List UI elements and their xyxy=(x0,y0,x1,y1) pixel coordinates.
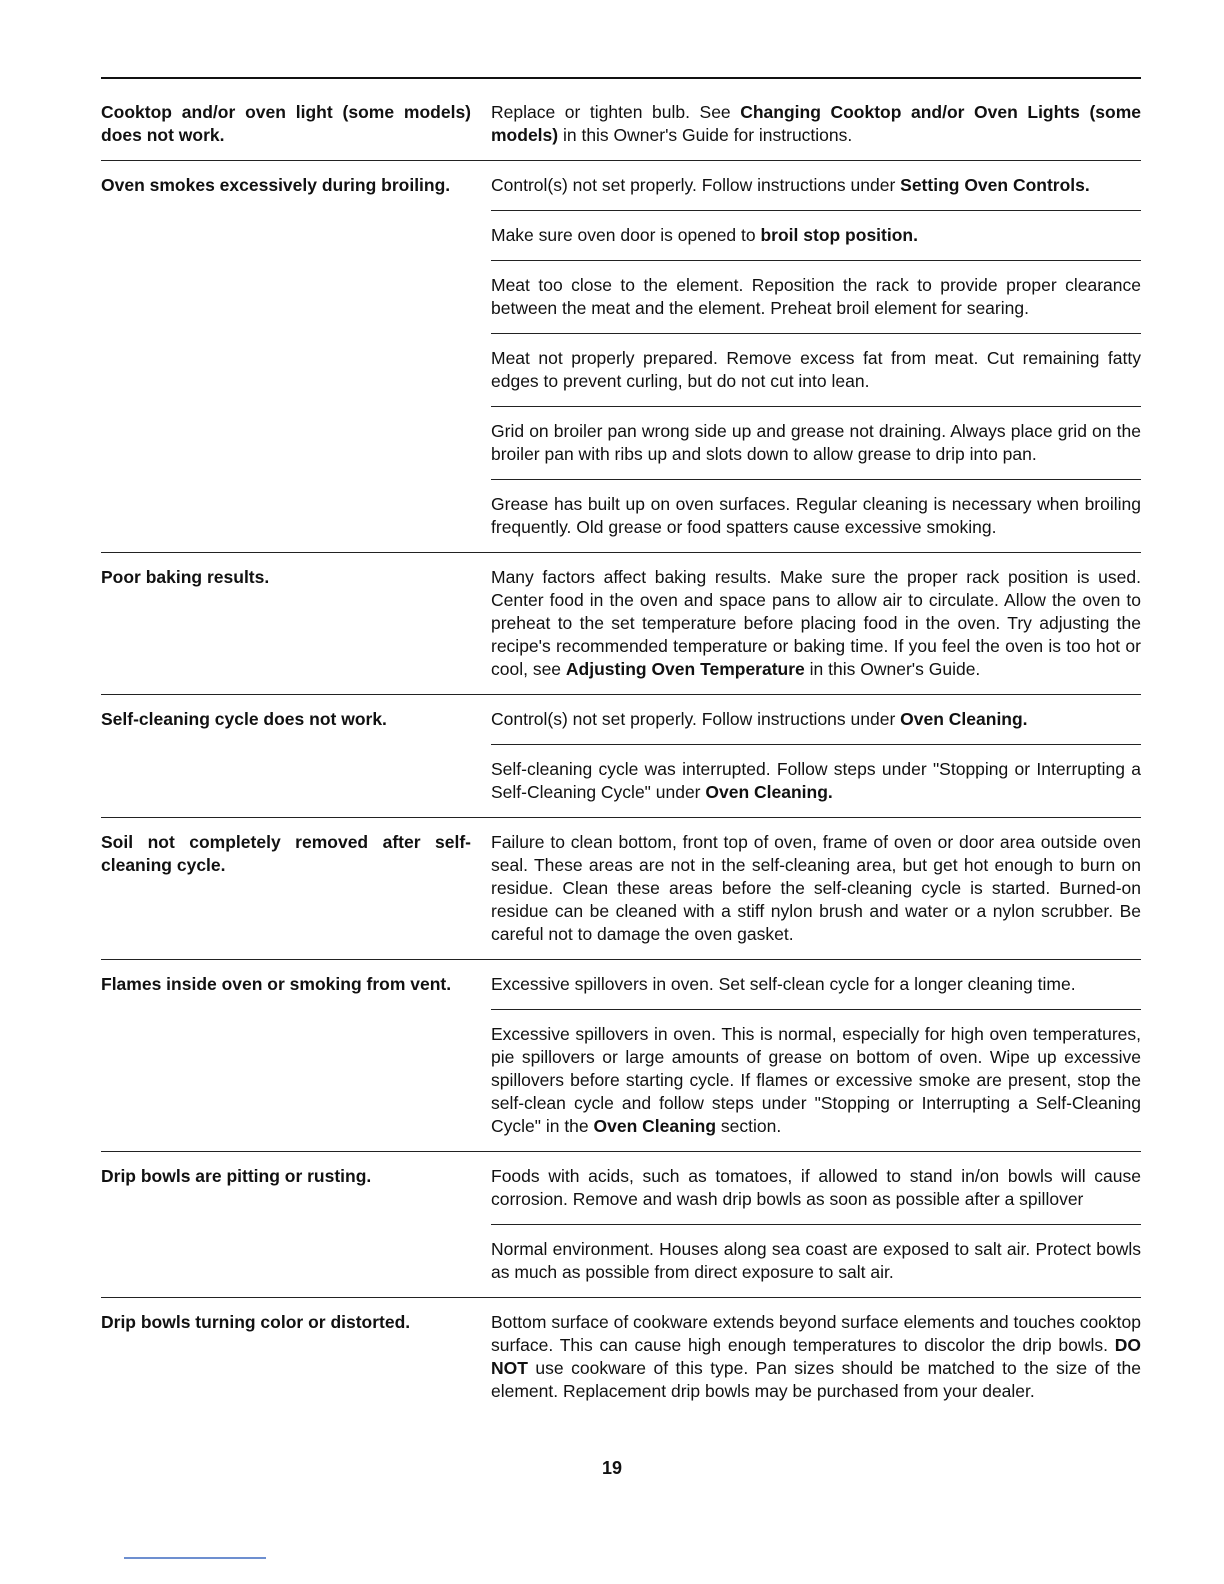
solution-segment: Grease has built up on oven surfaces. Regular cleaning is necessary when broiling frequently. Old grease or food spatters cause excessive smoking. xyxy=(491,494,1141,537)
solution-text xyxy=(491,973,1141,1010)
solution-emphasis: Adjusting Oven Temperature xyxy=(565,659,805,679)
solution-segment: Bottom surface of cookware extends beyond surface elements and touches cooktop surface. This can cause high enough temperatures to discolor the drip bowls. xyxy=(491,1312,1141,1355)
solution-segment: use cookware of this type. Pan sizes should be matched to the size of the element. Replacement drip bowls may be purchased from your dealer. xyxy=(491,1358,1141,1401)
solution-text xyxy=(491,831,1141,946)
problem-text: Self-cleaning cycle does not work. xyxy=(101,709,387,729)
solutions-column xyxy=(491,174,1141,539)
table-row xyxy=(101,831,1141,960)
solution-segment: Control(s) not set properly. Follow instructions under xyxy=(491,709,901,729)
solution-segment: Meat too close to the element. Reposition the rack to provide proper clearance between the meat and the element. Preheat broil element for searing. xyxy=(491,275,1141,318)
solution-text xyxy=(491,1165,1141,1225)
solution-segment: section. xyxy=(716,1116,782,1136)
solution-text xyxy=(491,566,1141,681)
table-row xyxy=(101,973,1141,1152)
solutions-column xyxy=(491,1165,1141,1284)
solution-text xyxy=(491,347,1141,407)
solution-text xyxy=(491,708,1141,745)
solution-text xyxy=(491,1023,1141,1138)
table-row xyxy=(101,566,1141,695)
solutions-column xyxy=(491,1311,1141,1403)
solution-emphasis: Setting Oven Controls. xyxy=(900,175,1090,195)
solution-text xyxy=(491,101,1141,147)
solutions-column xyxy=(491,708,1141,804)
solution-text xyxy=(491,174,1141,211)
solution-segment: Self-cleaning cycle was interrupted. Follow steps under "Stopping or Interrupting a Self-Cleaning Cycle" under xyxy=(491,759,1141,802)
solution-emphasis: broil stop position. xyxy=(760,225,918,245)
solution-segment: Many factors affect baking results. Make sure the proper rack position is used. Center food in the oven and space pans to allow air to circulate. Allow the oven to preheat to the set temperature before placing food in the oven. Try adjusting the recipe's recommended temperature or baking time. If you feel the oven is too hot or cool, see xyxy=(491,567,1141,679)
solution-segment: Failure to clean bottom, front top of oven, frame of oven or door area outside oven seal. These areas are not in the self-cleaning area, but get hot enough to burn on residue. Clean these areas before the self-cleaning cycle is started. Burned-on residue can be cleaned with a stiff nylon brush and water or a nylon scrubber. Be careful not to damage the oven gasket. xyxy=(491,832,1141,944)
solution-text xyxy=(491,493,1141,539)
solution-segment: in this Owner's Guide. xyxy=(804,659,981,679)
solution-segment: Replace or tighten bulb. See xyxy=(491,102,741,122)
problem-text: Poor baking results. xyxy=(101,567,270,587)
solution-emphasis: Oven Cleaning xyxy=(593,1116,717,1136)
problem-text: Soil not completely removed after self-cleaning cycle. xyxy=(101,832,471,875)
solution-text xyxy=(491,274,1141,334)
table-row xyxy=(101,174,1141,553)
solutions-column xyxy=(491,566,1141,681)
solution-emphasis: Oven Cleaning. xyxy=(900,709,1028,729)
problem-text: Cooktop and/or oven light (some models) does not work. xyxy=(101,102,471,145)
solution-emphasis: Oven Cleaning. xyxy=(705,782,833,802)
table-row xyxy=(101,1165,1141,1298)
solution-text xyxy=(491,420,1141,480)
solution-text xyxy=(491,1311,1141,1403)
rows-container xyxy=(101,101,1141,1416)
solutions-column xyxy=(491,973,1141,1138)
solution-segment: Grid on broiler pan wrong side up and grease not draining. Always place grid on the broiler pan with ribs up and slots down to allow grease to drip into pan. xyxy=(491,421,1141,464)
solution-text xyxy=(491,224,1141,261)
troubleshooting-table xyxy=(101,77,1141,1429)
solutions-column xyxy=(491,101,1141,147)
solution-segment: Make sure oven door is opened to xyxy=(491,225,761,245)
top-rule xyxy=(101,77,1141,79)
solution-segment: in this Owner's Guide for instructions. xyxy=(558,125,853,145)
solution-emphasis: DO NOT xyxy=(491,1335,1141,1378)
footer-divider xyxy=(124,1557,266,1559)
problem-text: Drip bowls are pitting or rusting. xyxy=(101,1166,372,1186)
page-number: 19 xyxy=(601,1458,623,1478)
solutions-column xyxy=(491,831,1141,946)
solution-text xyxy=(491,758,1141,804)
problem-text: Oven smokes excessively during broiling. xyxy=(101,175,451,195)
solution-segment: Control(s) not set properly. Follow instructions under xyxy=(491,175,901,195)
solution-segment: Excessive spillovers in oven. This is normal, especially for high oven temperatures, pie spillovers or large amounts of grease on bottom of oven. Wipe up excessive spillovers before starting cycle. If flames or excessive smoke are present, stop the self-clean cycle and follow steps under "Stopping or Interrupting a Self-Cleaning Cycle" in the xyxy=(491,1024,1141,1136)
table-row xyxy=(101,708,1141,818)
solution-segment: Meat not properly prepared. Remove excess fat from meat. Cut remaining fatty edges to prevent curling, but do not cut into lean. xyxy=(491,348,1141,391)
problem-text: Drip bowls turning color or distorted. xyxy=(101,1312,411,1332)
solution-text xyxy=(491,1238,1141,1284)
solution-emphasis: Changing Cooktop and/or Oven Lights (some models) xyxy=(491,102,1141,145)
table-row xyxy=(101,101,1141,161)
problem-text: Flames inside oven or smoking from vent. xyxy=(101,974,452,994)
solution-segment: Foods with acids, such as tomatoes, if allowed to stand in/on bowls will cause corrosion. Remove and wash drip bowls as soon as possible after a spillover xyxy=(491,1166,1141,1209)
table-row xyxy=(101,1311,1141,1416)
solution-segment: Excessive spillovers in oven. Set self-clean cycle for a longer cleaning time. xyxy=(491,974,1076,994)
solution-segment: Normal environment. Houses along sea coast are exposed to salt air. Protect bowls as much as possible from direct exposure to salt air. xyxy=(491,1239,1141,1282)
